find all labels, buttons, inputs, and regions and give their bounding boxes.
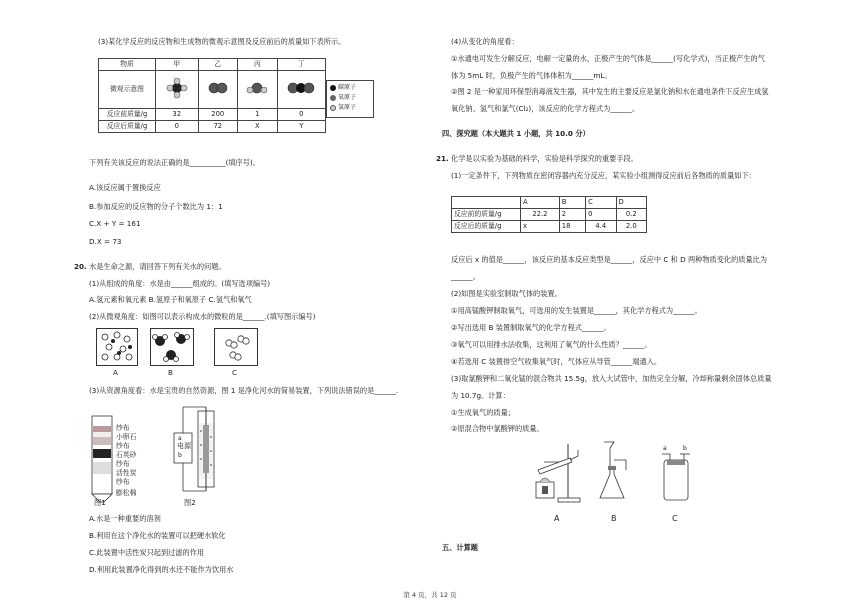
q4-part1: ①水通电可发生分解反应，电解一定量的水，正极产生的气体是______(写化学式)，当正极产生的气	[451, 54, 765, 63]
q21-part2-2: ②写出选用 B 装置制取氧气的化学方程式______。	[451, 323, 611, 332]
q21-part3-2: ②原混合物中氯酸钾的质量。	[451, 424, 544, 433]
table-cell: x	[521, 221, 560, 233]
legend-item	[330, 95, 356, 102]
q3-question: 下列有关该反应的说法正确的是__________(填序号)。	[89, 158, 260, 167]
legend-item	[330, 105, 356, 112]
table-cell: 2	[559, 209, 585, 221]
option-item: B.参加反应的反应物的分子个数比为 1：1	[89, 202, 223, 211]
option-item: A.水是一种重要的溶剂	[89, 514, 161, 523]
oxygen-atom-icon	[330, 95, 336, 101]
particle-box-a	[96, 328, 138, 366]
q20-part3: (3)从资源角度看：水是宝贵的自然资源，图 1 是净化河水的简易装置，下列说法错误的是______.	[89, 386, 399, 395]
table-cell: 2.0	[616, 221, 646, 233]
table-cell: 1	[238, 109, 278, 121]
table-header: 乙	[198, 59, 238, 71]
box-label: C	[232, 368, 238, 377]
table-cell: 反应后质量/g	[99, 121, 156, 133]
figure-caption: 图1	[94, 498, 106, 507]
filter-labels	[116, 424, 136, 498]
page-footer: 第 4 页，共 12 页	[403, 591, 457, 599]
option-item: B.利用在这个净化水的装置可以把硬水软化	[89, 531, 226, 540]
table-cell: 4.4	[586, 221, 616, 233]
option-item: D.X = 73	[89, 237, 122, 246]
legend-label: 碳原子	[338, 84, 357, 91]
q21-part1-question: 反应后 x 的值是______，该反应的基本反应类型是______，反应中 C 和 D 两种物质变化的质量比为	[451, 255, 768, 264]
port-b-label: b	[683, 445, 687, 452]
q4-part2: ②图 2 是一种家用环保型消毒液发生器，其中发生的主要反应是氯化钠和水在通电条件下反应生成氢	[451, 87, 769, 96]
table-cell: 反应后的质量/g	[452, 221, 521, 233]
q21-part2-1: ①用高锰酸钾制取氧气，可选用的发生装置是______，其化学方程式为______。	[451, 306, 702, 315]
q4-part1-cont: 体为 5mL 时，负极产生的气体体积为______mL。	[451, 71, 612, 80]
filter-label: 石英砂	[116, 451, 137, 459]
q21-part1: (1)一定条件下，下列物质在密闭容器内充分反应，某实验小组测得反应前后各物质的质量如下：	[451, 171, 756, 180]
apparatus-c-diagram	[660, 446, 694, 504]
q20-title: 水是生命之源，请回答下列有关水的问题。	[89, 262, 226, 271]
q20-part1: (1)从组成的角度：水是由______组成的。(填写选项编号)	[89, 279, 271, 288]
box-label: B	[168, 368, 173, 377]
table-cell: 0	[277, 109, 325, 121]
q20-part1-options: A.氢元素和氧元素 B.氢原子和氧原子 C.氢气和氧气	[89, 295, 252, 304]
q21-part1-question-cont: ______。	[451, 272, 480, 281]
option-item: C.X + Y = 161	[89, 219, 141, 228]
table-cell: 0	[156, 121, 199, 133]
apparatus-label: C	[672, 514, 678, 523]
legend-label: 氢原子	[338, 104, 357, 111]
q21-part3-cont: 为 10.7g。计算：	[451, 391, 510, 400]
table-header: B	[559, 197, 585, 209]
q21-part2-3: ③氧气可以用排水法收集，这利用了氧气的什么性质？______。	[451, 340, 652, 349]
legend-label: 氧原子	[338, 94, 357, 101]
table-cell: 反应前质量/g	[99, 109, 156, 121]
table-header: 丙	[238, 59, 278, 71]
apparatus-label: A	[554, 514, 560, 523]
table-cell: X	[238, 121, 278, 133]
apparatus-label: B	[611, 514, 617, 523]
filter-label: 纱布	[116, 460, 130, 468]
q4-part2-cont: 氧化钠、氢气和氯气(Cl₂)，该反应的化学方程式为______。	[451, 104, 640, 113]
figure-caption: 图2	[184, 498, 196, 507]
terminal-b-label: b	[178, 452, 182, 459]
filter-label: 小卵石	[116, 433, 137, 441]
molecule-co2-icon	[277, 71, 325, 109]
apparatus-b-diagram	[596, 440, 630, 504]
table-header: D	[616, 197, 646, 209]
power-label: 电源	[177, 442, 191, 450]
table-header: C	[586, 197, 616, 209]
q21-part3: (3)取氯酸钾和二氧化锰的混合物共 15.5g，放入大试管中，加热完全分解，冷却称量剩余固体总质量	[451, 374, 772, 383]
section-heading: 四、探究题（本大题共 1 小题，共 10.0 分）	[442, 129, 590, 138]
q21-title: 化学是以实验为基础的科学，实验是科学探究的重要手段。	[451, 154, 638, 163]
box-label: A	[113, 368, 118, 377]
table-header	[452, 197, 521, 209]
option-item: A.该反应属于置换反应	[89, 183, 161, 192]
reaction-table	[98, 58, 326, 133]
terminal-a-label: a	[178, 435, 182, 442]
hydrogen-atom-icon	[330, 105, 336, 111]
filter-label: 纱布	[116, 424, 130, 432]
table-cell: 200	[198, 109, 238, 121]
molecule-water-icon	[238, 71, 278, 109]
table-cell: 微观示意图	[99, 71, 156, 109]
molecule-methane-icon	[156, 71, 199, 109]
table-cell: 0.2	[616, 209, 646, 221]
table-cell: 32	[156, 109, 199, 121]
question-number: 21.	[436, 154, 449, 163]
q21-part2-4: ④若选用 C 装置排空气收集氧气时，气体应从导管______端通入。	[451, 357, 662, 366]
section-heading: 五、计算题	[442, 543, 478, 552]
table-header: 甲	[156, 59, 199, 71]
q21-part2: (2)如图是实验室制取气体的装置。	[451, 289, 562, 298]
q21-part3-1: ①生成氧气的质量；	[451, 408, 515, 417]
q20-part2: (2)从微观角度：如图可以表示构成水的微粒的是______.(填写图示编号)	[89, 312, 316, 321]
table-header: A	[521, 197, 560, 209]
filter-label: 膨松棉	[116, 489, 137, 497]
legend-item	[330, 85, 356, 92]
table-cell: 18	[559, 221, 585, 233]
table-cell: 72	[198, 121, 238, 133]
option-item: C.此装置中活性炭只起到过滤的作用	[89, 548, 205, 557]
table-header: 物质	[99, 59, 156, 71]
table-cell: 反应前的质量/g	[452, 209, 521, 221]
q4-heading: (4)从变化的角度看：	[451, 37, 519, 46]
question-number: 20.	[74, 262, 87, 271]
table-header: 丁	[277, 59, 325, 71]
q3-intro: (3)某化学反应的反应物和生成物的微观示意图及反应前后的质量如下表所示。	[98, 37, 346, 46]
mass-table	[451, 196, 647, 233]
filter-label: 活性炭	[116, 469, 137, 477]
table-cell: 0	[586, 209, 616, 221]
atom-legend	[326, 80, 374, 118]
table-cell: Y	[277, 121, 325, 133]
option-item: D.利用此装置净化得到的水还不能作为饮用水	[89, 565, 234, 574]
apparatus-a-diagram	[530, 440, 584, 504]
port-a-label: a	[663, 445, 667, 452]
particle-box-b	[150, 328, 194, 366]
particle-box-c	[214, 328, 258, 366]
filter-label: 纱布	[116, 478, 130, 486]
table-cell: 22.2	[521, 209, 560, 221]
filter-label: 纱布	[116, 442, 130, 450]
carbon-atom-icon	[330, 85, 336, 91]
molecule-oxygen-icon	[198, 71, 238, 109]
